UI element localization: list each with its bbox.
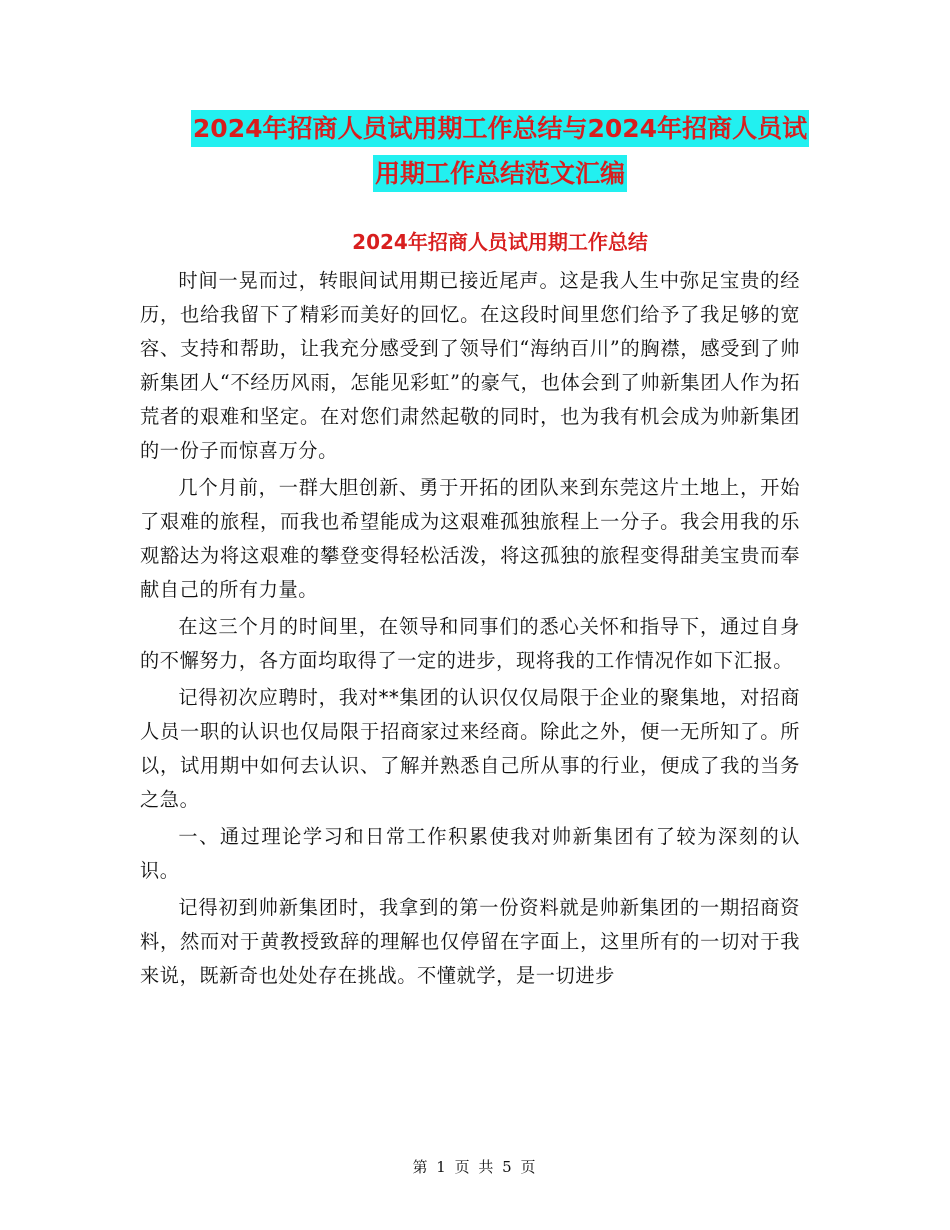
document-title-line-1: [140, 116, 860, 141]
document-title-line-2: [140, 161, 860, 186]
title-highlight: 2024年招商人员试用期工作总结与2024年招商人员试: [191, 110, 809, 147]
title-highlight: 用期工作总结范文汇编: [373, 155, 627, 192]
paragraph: 一、通过理论学习和日常工作积累使我对帅新集团有了较为深刻的认识。: [140, 825, 800, 882]
body-text: [140, 264, 800, 996]
paragraph: 记得初次应聘时，我对**集团的认识仅仅局限于企业的聚集地，对招商人员一职的认识也仅局限于招商家过来经商。除此之外，便一无所知了。所以，试用期中如何去认识、了解并熟悉自己所从事的行业，便成了我的当务之急。: [140, 686, 800, 811]
paragraph: 在这三个月的时间里，在领导和同事们的悉心关怀和指导下，通过自身的不懈努力，各方面均取得了一定的进步，现将我的工作情况作如下汇报。: [140, 615, 800, 672]
paragraph: 记得初到帅新集团时，我拿到的第一份资料就是帅新集团的一期招商资料，然而对于黄教授致辞的理解也仅停留在字面上，这里所有的一切对于我来说，既新奇也处处存在挑战。不懂就学，是一切进步: [140, 896, 800, 987]
paragraph: 时间一晃而过，转眼间试用期已接近尾声。这是我人生中弥足宝贵的经历，也给我留下了精彩而美好的回忆。在这段时间里您们给予了我足够的宽容、支持和帮助，让我充分感受到了领导们“海纳百川”的胸襟，感受到了帅新集团人“不经历风雨，怎能见彩虹”的豪气，也体会到了帅新集团人作为拓荒者的艰难和坚定。在对您们肃然起敬的同时，也为我有机会成为帅新集团的一份子而惊喜万分。: [140, 269, 800, 462]
paragraph: 几个月前，一群大胆创新、勇于开拓的团队来到东莞这片土地上，开始了艰难的旅程，而我也希望能成为这艰难孤独旅程上一分子。我会用我的乐观豁达为将这艰难的攀登变得轻松活泼，将这孤独的旅程变得甜美宝贵而奉献自己的所有力量。: [140, 476, 800, 601]
page-footer: 第 1 页 共 5 页: [412, 1158, 538, 1176]
section-heading: 2024年招商人员试用期工作总结: [352, 230, 648, 254]
